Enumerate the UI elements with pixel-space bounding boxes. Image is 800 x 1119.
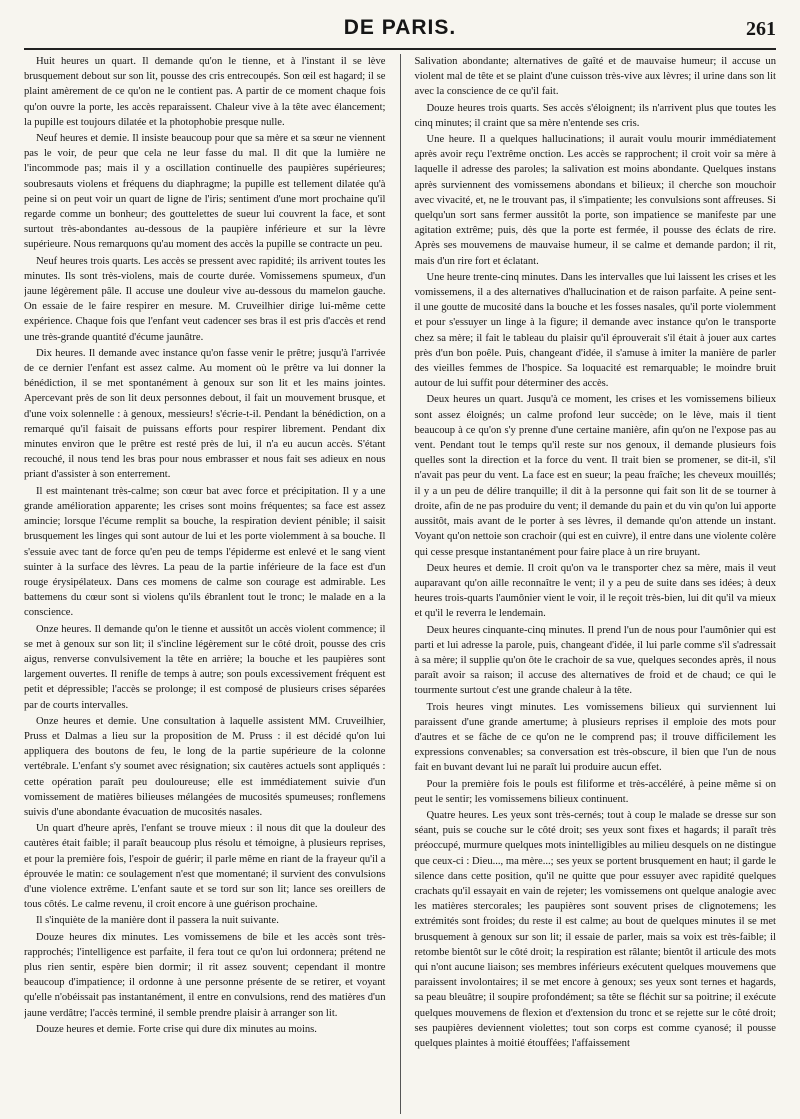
paragraph: Neuf heures et demie. Il insiste beaucoup pour que sa mère et sa sœur ne viennent pas le voir, de peur que cela ne leur fasse du mal. Il dit que la lumière ne l'incommode pas; mais il y a oscillation continuelle des paupières supérieures; soubresauts violens et fréquens du diaphragme; la pupille est tellement dilatée qu'à peine si on peut voir un quart de ligne de l'iris; sentiment d'une mort prochaine qu'il regarde comme un bonheur; des gouttelettes de sueur lui couvrent la face, et sont surtout très-abondantes au-dessous de la paupière inférieure et sur la lèvre supérieure. Nous remarquons qu'au moment des accès la pupille se contracte un peu. xyxy=(24,133,386,251)
paragraph: Douze heures dix minutes. Les vomissemens de bile et les accès sont très-rapprochés; l'intelligence est parfaite, il fera tout ce qu'on lui ordonnera; prétend ne plus rien sentir, espère bien dormir; il rit assez souvent; cependant il montre beaucoup d'impatience; il ordonne à une personne présente de se retirer, et voyant qu'elle n'obéissait pas instantanément, il entre en convulsions, rend des matières d'un jaune verdâtre; l'accès terminé, il semble prendre plaisir à arranger son lit. xyxy=(24,931,386,1019)
paragraph: Une heure. Il a quelques hallucinations; il aurait voulu mourir immédiatement après avoir reçu l'extrême onction. Les accès se rapprochent; il croit voir sa mère à laquelle il adresse des paroles; la salivation est moins abondante. Quelques instans après surviennent des vomissemens abondans et bilieux; il cherche son mouchoir avec vivacité, et, ne le trouvant pas, il s'impatiente; les convulsions sont affreuses. Si quelqu'un sort sans fermer aussitôt la porte, son impatience se manifeste par une agitation extrême; puis, dès que la porte est fermée, il pousse des éclats de rire. Après ses mouvemens de mauvaise humeur, il se calme et demande pardon; il rit, mais d'un rire fort et éclatant. xyxy=(414,134,776,267)
text-columns xyxy=(24,54,776,1114)
paragraph: Quatre heures. Les yeux sont très-cernés; tout à coup le malade se dresse sur son séant, puis se couche sur le côté droit; ses yeux sont fixes et hagards; il paraît très préoccupé, murmure quelques mots inintelligibles au milieu desquels on ne distingue que ceux-ci : Dieu..., ma mère...; ses yeux se portent brusquement en haut; il garde le silence dans cette position, qu'il ne quitte que pour essuyer avec rapidité quelques crachats qu'il essayait en vain de rejeter; les vomissemens ont quelque analogie avec les matières stercorales; les paupières sont souvent prises de clignotemens; les extrémités sont froides; du reste il est calme; au bout de quelques minutes il se met brusquement à genoux sur son lit; il essaie de parler, mais sa voix est très-faible; il retombe bientôt sur le côté droit; la respiration est râlante; bientôt il articule des mots qui n'ont aucune liaison; ses membres inférieurs exécutent quelques mouvemens que paraissent involontaires; il se met encore à genoux; ses yeux sont ternes et hagards, sa peau bleuâtre; il soupire profondément; sa tête se fléchit sur sa poitrine; il exécute quelques mouvemens de flexion et d'extension du tronc et se rejette sur le côté droit; ses paupières deviennent violettes; tout son corps est comme cyanosé; il pousse quelques plaintes à moitié étouffées; l'affaissement xyxy=(414,809,776,1049)
paragraph: Deux heures un quart. Jusqu'à ce moment, les crises et les vomissemens bilieux sont assez éloignés; un calme profond leur succède; on le lève, mais il tient beaucoup à ce qu'on s'y prenne d'une certaine manière, afin qu'on ne l'expose pas au vent. Pendant tout le temps qu'il reste sur nos genoux, il demande plusieurs fois quelles sont la direction et la force du vent. Il trait bien se promener, se dit-il, s'il n'avait pas peur du vent. La face est en sueur; la peau fraîche; les cheveux mouillés; il y a un peu de délire tranquille; il dit à la personne qui fait son lit de se tourner à droite, afin de ne pas produire du vent; il demande du pain et du vin qu'on lui apporte aussitôt, mais avant de le porter à ses lèvres, il demande qu'on attende un instant. Voyant qu'on nettoie son crachoir (qui est en cuivre), il entre dans une violente colère qui cesse presque instantanément pour faire place à un rire bruyant. xyxy=(414,394,776,558)
paragraph: Il s'inquiète de la manière dont il passera la nuit suivante. xyxy=(36,915,279,927)
page-number: 261 xyxy=(746,18,776,40)
paragraph: Onze heures et demie. Une consultation à laquelle assistent MM. Cruveilhier, Pruss et Dalmas a lieu sur la proposition de M. Pruss : il est décidé qu'on lui appliquera des boutons de feu, le long de la partie supérieure de la colonne vertébrale. L'enfant s'y soumet avec résignation; six cautères actuels sont appliqués : cette opération paraît peu douloureuse; elle est immédiatement suivie d'un vomissement de matières bilieuses mélangées de mucosités spumeuses; ronflemens suivis d'une abondante évacuation de mucosités nasales. xyxy=(24,715,386,818)
paragraph: Douze heures trois quarts. Ses accès s'éloignent; ils n'arrivent plus que toutes les cinq minutes; il craint que sa mère n'entende ses cris. xyxy=(414,102,776,129)
paragraph: Trois heures vingt minutes. Les vomissemens bilieux qui surviennent lui paraissent d'une grande amertume; à plusieurs reprises il emploie des mots pour d'autres et se fâche de ce qu'on ne le comprend pas; il trouve difficilement les expressions convenables; sa conversation est très-obscure, il bien que l'un de nous fait en buvant devant lui ne paraît lui produire aucun effet. xyxy=(414,701,776,774)
paragraph: Dix heures. Il demande avec instance qu'on fasse venir le prêtre; jusqu'à l'arrivée de ce dernier l'enfant est assez calme. Au moment où le prêtre va lui donner la bénédiction, il se met spontanément à genoux sur son lit et les mains jointes. Apercevant près de son lit deux personnes debout, il fait un mouvement brusque, et d'une voix solennelle : à genoux, messieurs! s'écrie-t-il. Pendant la bénédiction, on a remarqué qu'il faisait de puissans efforts pour respirer librement. Pendant dix minutes environ que le prêtre est resté près de lui, il n'a eu aucun accès. S'étant recouché, il nous tend les bras pour nous embrasser et nous fait ses adieux en nous priant d'assister à son enterrement. xyxy=(24,347,386,481)
paragraph: Deux heures et demie. Il croit qu'on va le transporter chez sa mère, mais il veut auparavant qu'on aille reconnaître le vent; il y a peu de suite dans ses idées; à deux heures trois-quarts l'aumônier vient le voir, il le reçoit très-bien, lui dit qu'il va mieux et qu'il le reverra le lendemain. xyxy=(414,562,776,620)
right-column xyxy=(409,54,777,1114)
page-header xyxy=(24,14,776,50)
running-title: DE PARIS. xyxy=(343,16,457,39)
paragraph: Neuf heures trois quarts. Les accès se pressent avec rapidité; ils arrivent toutes les minutes. Ils sont très-violens, mais de courte durée. Vomissemens spumeux, d'un jaune légèrement pâle. Il accuse une douleur vive au-dessous du mamelon gauche. On essaie de le faire respirer en mesure. M. Cruveilhier dirige lui-même cette expérience. Chaque fois que l'enfant veut cadencer ses bras il est pris d'accès et rend une très-grande quantité d'écume jaunâtre. xyxy=(24,255,386,343)
paragraph-continued: Salivation abondante; alternatives de gaîté et de mauvaise humeur; il accuse un violent mal de tête et se plaint d'une cuisson très-vive aux lèvres; il urine dans son lit avec la conscience de ce qu'il fait. xyxy=(414,56,776,98)
paragraph: Deux heures cinquante-cinq minutes. Il prend l'un de nous pour l'aumônier qui est parti et lui adresse la parole, puis, changeant d'idée, il lui parle comme s'il s'adressait à sa mère; il supplie qu'on ôte le crachoir de sa vue, quelques secondes après, il nous paraît avoir sa raison; il accuse des alternatives de froid et de chaud; ce qui le tourmente surtout c'est une grande chaleur à la tête. xyxy=(414,624,776,697)
paragraph: Une heure trente-cinq minutes. Dans les intervalles que lui laissent les crises et les vomissemens, il a des alternatives d'hallucination et de raison parfaite. A peine sent-il une goutte de mucosité dans la bouche et les fosses nasales, qu'il porte violemment et pour s'essuyer un linge à la figure; il demande avec instance qu'on le transporte chez sa mère; il fait le tableau du plaisir qu'il éprouverait s'il était à jouer aux cartes près d'un bon poêle. Puis, changeant d'idée, il s'amuse à imiter la manière de parler des vieilles femmes de l'hospice. Sa loquacité est remarquable; le moindre bruit autour de lui suffit pour déterminer des accès. xyxy=(414,271,776,390)
paragraph: Onze heures. Il demande qu'on le tienne et aussitôt un accès violent commence; il se met à genoux sur son lit; il s'incline légèrement sur le côté droit, pousse des cris aigus, renverse convulsivement la tête en arrière; la bouche et les paupières sont largement ouvertes. Il renifle de temps à autre; son pouls excessivement fréquent est petit et dépressible; l'accès se prolonge; il est composé de plusieurs crises séparées par de courts intervalles. xyxy=(24,623,386,711)
paragraph: Douze heures et demie. Forte crise qui dure dix minutes au moins. xyxy=(36,1023,317,1035)
column-rule xyxy=(400,54,401,1114)
paragraph: Pour la première fois le pouls est filiforme et très-accéléré, à peine même si on peut le sentir; les vomissemens bilieux continuent. xyxy=(414,778,776,805)
paragraph: Huit heures un quart. Il demande qu'on le tienne, et à l'instant il se lève brusquement debout sur son lit, pousse des cris entrecoupés. Son œil est hagard; il se plaint amèrement de ce qu'on ne le contient pas. A partir de ce moment chaque fois qu'on ouvre la porte, les accès reparaissent. Chaleur vive à la tête avec élancement; la pupille est toujours dilatée et la photophobie presque nulle. xyxy=(24,56,386,128)
paragraph: Un quart d'heure après, l'enfant se trouve mieux : il nous dit que la douleur des cautères était faible; il paraît beaucoup plus résolu et témoigne, à plusieurs reprises, et pour la première fois, l'espoir de guérir; il parle même en riant de la frayeur qu'il a éprouvée le matin: ce soulagement n'est que momentané; il survient des convulsions d'une violence extrême. L'enfant saute et se tord sur son lit; lance ses oreillers de tous côtés. Le calme revenu, il croit encore à une guérison prochaine. xyxy=(24,823,386,911)
paragraph: Il est maintenant très-calme; son cœur bat avec force et précipitation. Il y a une grande amélioration apparente; les crises sont moins fréquentes; sa face est assez amincie; lorsque l'écume remplit sa bouche, la respiration devient pénible; il saisit brusquement les linges qui sont autour de lui et les porte violemment à sa bouche. Il s'essuie avec tant de force qu'en peu de temps l'épiderme est enlevé et le sang vient suinter à la surface des lèvres. La peau de la partie inférieure de la face est d'un rouge érysipélateux. Dans ces momens de calme son courage est admirable. Les battemens du cœur sont si violens qu'ils ébranlent tout le tronc; le malade en a la conscience. xyxy=(24,485,386,619)
left-column xyxy=(24,54,392,1114)
